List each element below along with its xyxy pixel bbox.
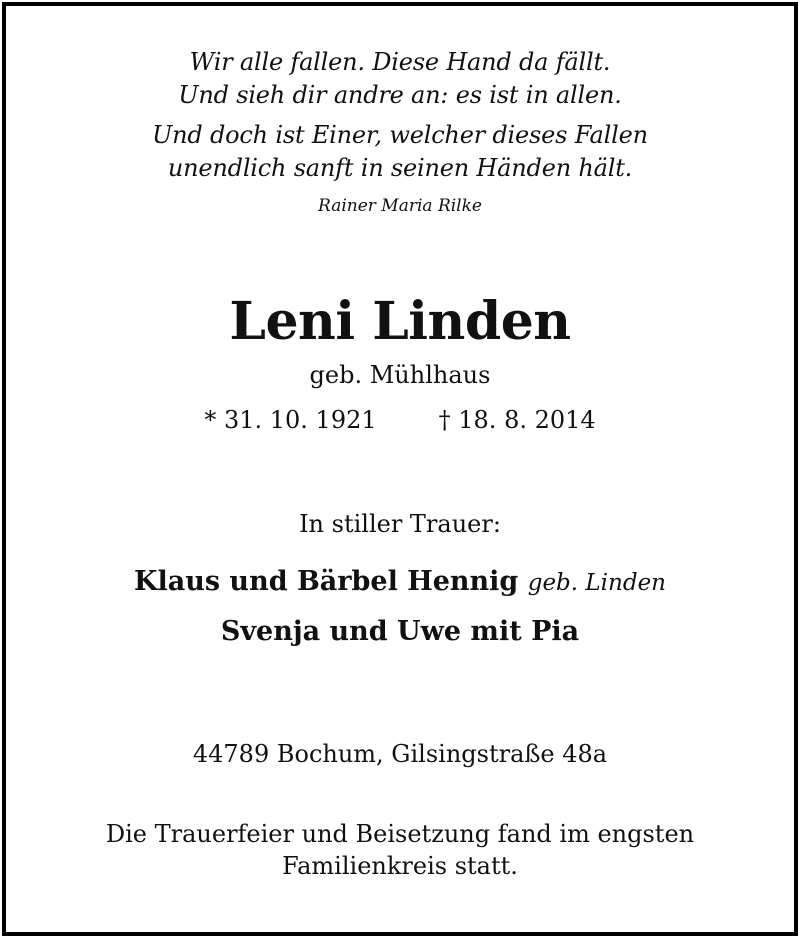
poem-author: Rainer Maria Rilke xyxy=(318,196,482,216)
address: 44789 Bochum, Gilsingstraße 48a xyxy=(192,740,608,768)
death-date: † 18. 8. 2014 xyxy=(438,406,596,434)
birth-name: geb. Mühlhaus xyxy=(309,361,491,389)
poem-line-1: Wir alle fallen. Diese Hand da fällt. xyxy=(189,48,611,76)
poem-line-4: unendlich sanft in seinen Händen hält. xyxy=(167,154,633,182)
family-line-2: Svenja und Uwe mit Pia xyxy=(220,616,580,647)
life-dates xyxy=(6,408,794,432)
family-line-1 xyxy=(6,568,794,595)
birth-date: * 31. 10. 1921 xyxy=(204,406,377,434)
deceased-name: Leni Linden xyxy=(229,291,571,352)
family-1-names: Klaus und Bärbel Hennig xyxy=(133,566,519,597)
closing-line-2: Familienkreis statt. xyxy=(282,852,518,880)
poem-line-3: Und doch ist Einer, welcher dieses Fallen xyxy=(152,121,648,149)
poem-line-2: Und sieh dir andre an: es ist in allen. xyxy=(178,81,622,109)
mourning-intro: In stiller Trauer: xyxy=(299,510,501,538)
closing-line-1: Die Trauerfeier und Beisetzung fand im engsten xyxy=(105,820,695,848)
obituary-notice xyxy=(2,2,798,936)
family-1-birth-name: geb. Linden xyxy=(527,570,666,596)
